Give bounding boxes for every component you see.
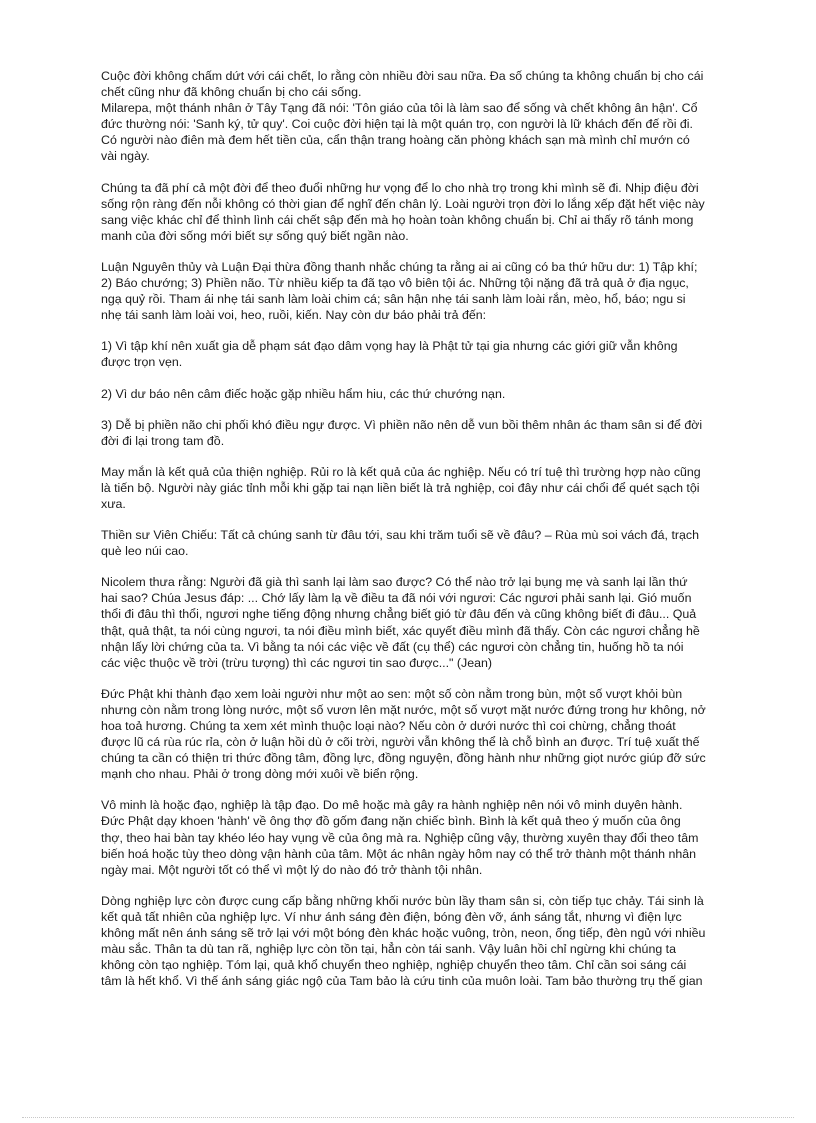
text-line: vài ngày. (101, 149, 150, 164)
text-line: 2) Vì dư báo nên câm điếc hoặc gặp nhiều hẩm hiu, các thứ chướng nạn. (101, 386, 506, 401)
paragraph (101, 464, 751, 512)
document-body (101, 68, 751, 1004)
paragraph (101, 574, 751, 671)
text-line: Cuộc đời không chấm dứt với cái chết, lo rằng còn nhiều đời sau nữa. Đa số chúng ta không chuẩn bị cho cái (101, 69, 704, 83)
paragraph (101, 68, 751, 165)
paragraph (101, 893, 751, 990)
text-line: được trọn vẹn. (101, 355, 183, 370)
text-line: đức thường nói: 'Sanh ký, tử quy'. Coi cuộc đời hiện tại là một quán trọ, con người là lữ khách đến đế rồi đi. (101, 117, 693, 132)
text-line: sống rộn ràng đến nỗi không có thời gian để nghĩ đến chân lý. Loài người trọn đời lo lắng xếp đặt hết việc này (101, 196, 705, 211)
text-line: Thiền sư Viên Chiếu: Tất cả chúng sanh từ đâu tới, sau khi trăm tuổi sẽ về đâu? – Rùa mù soi vách đá, trạch (101, 528, 699, 543)
page-bottom-rule (22, 1117, 794, 1118)
text-line: thật, quả thật, ta nói cùng ngươi, ta nói điều mình biết, xác quyết điều mình đã thấy. Còn các ngươi chẳng hề (101, 623, 700, 638)
paragraph (101, 527, 751, 559)
text-line: thổi đi đâu thì thổi, ngươi nghe tiếng động nhưng chẳng biết gió từ đâu đến và cũng không biết đi đâu... Quả (101, 607, 697, 622)
text-line: chết cũng như đã không chuẩn bị cho cái sống. (101, 85, 362, 100)
text-line: 2) Báo chướng; 3) Phiền não. Từ nhiều kiếp ta đã tạo vô biên tội ác. Những tội nặng đã trả quả ở địa ngục, (101, 276, 689, 291)
paragraph (101, 797, 751, 877)
text-line: nhẹ tái sanh làm loài voi, heo, ruồi, kiến. Nay còn dư báo phải trả đến: (101, 308, 487, 323)
paragraph (101, 259, 751, 323)
text-line: xưa. (101, 496, 126, 511)
text-line: biến hoá hoặc tùy theo dòng vận hành của tâm. Một ác nhân ngày hôm nay có thể trở thành một thánh nhân (101, 846, 697, 861)
text-line: Luận Nguyên thủy và Luận Đại thừa đồng thanh nhắc chúng ta rằng ai ai cũng có ba thứ hữu dư: 1) Tập khí; (101, 259, 698, 274)
text-line: màu sắc. Thân ta dù tan rã, nghiệp lực còn tồn tại, hẳn còn tái sanh. Vậy luân hồi chỉ ngừng khi chúng ta (101, 942, 676, 957)
text-line: sang việc khác chỉ để thình lình cái chết sập đến mà họ hoàn toàn không chuẩn bị. Chỉ ai thấy rõ tánh mong (101, 212, 694, 227)
text-line: thợ, theo hai bàn tay khéo léo hay vụng về của ông mà ra. Nghiệp cũng vậy, thường xuyên thay đổi theo tâm (101, 830, 699, 845)
text-line: tâm là hết khổ. Vì thế ánh sáng giác ngộ của Tam bảo là cứu tinh của muôn loài. Tam bảo thường trụ thế gian (101, 974, 703, 989)
text-line: Milarepa, một thánh nhân ở Tây Tạng đã nói: 'Tôn giáo của tôi là làm sao để sống và chết không ân hận'. Cổ (101, 101, 698, 116)
text-line: đời đi lại trong tam đồ. (101, 433, 225, 448)
text-line: Đức Phật dạy khoen 'hành' về ông thợ đồ gốm đang nặn chiếc bình. Bình là kết quả theo ý muốn của ông (101, 814, 681, 829)
text-line: Nicolem thưa rằng: Người đã già thì sanh lại làm sao được? Có thể nào trở lại bụng mẹ và sanh lại lần thứ (101, 575, 688, 590)
text-line: hoa toả hương. Chúng ta xem xét mình thuộc loại nào? Nếu còn ở dưới nước thì coi chừng, chẳng thoát (101, 719, 676, 733)
text-line: được lũ cá rùa rúc rỉa, còn ở luận hồi dù ở cõi trời, người vẫn không thể là chỗ bình an được. Trí tuệ xuất thế (101, 735, 700, 750)
text-line: kết quả tất nhiên của nghiệp lực. Ví như ánh sáng đèn điện, bóng đèn vỡ, ánh sáng tắt, nhưng vì điện lực (101, 909, 682, 924)
text-line: mạnh cho nhau. Phải ở trong dòng mới xuôi về biển rộng. (101, 767, 419, 782)
text-line: không còn tạo nghiệp. Tóm lại, quả khổ chuyển theo nghiệp, nghiệp chuyển theo tâm. Chỉ cần soi sáng cái (101, 958, 687, 973)
text-line: 1) Vì tập khí nên xuất gia dễ phạm sát đạo dâm vọng hay là Phật tử tại gia nhưng các giới giữ vẫn không (101, 339, 678, 354)
text-line: nhưng còn nằm trong lòng nước, một số vươn lên mặt nước, một số vượt mặt nước đứng trong hư không, nở (101, 702, 706, 717)
text-line: ngạ quỷ rồi. Tham ái nhẹ tái sanh làm loài chim cá; sân hận nhẹ tái sanh làm loài rắn, mèo, hổ, báo; ngu si (101, 292, 686, 307)
text-line: các việc thuộc về trời (trừu tượng) thì các ngươi tin sao được..." (Jean) (101, 655, 492, 670)
text-line: hai sao? Chúa Jesus đáp: ... Chớ lấy làm lạ về điều ta đã nói với ngươi: Các ngươi phải sanh lại. Gió muốn (101, 591, 692, 606)
text-line: què leo núi cao. (101, 544, 189, 559)
text-line: Có người nào điên mà đem hết tiền của, cẩn thận trang hoàng căn phòng khách sạn mà mình chỉ mướn có (101, 133, 690, 148)
text-line: Chúng ta đã phí cả một đời để theo đuổi những hư vọng để lo cho nhà trọ trong khi mình sẽ đi. Nhịp điệu đời (101, 180, 699, 195)
paragraph (101, 180, 751, 244)
text-line: May mắn là kết quả của thiện nghiệp. Rủi ro là kết quả của ác nghiệp. Nếu có trí tuệ thì trường hợp nào cũng (101, 464, 701, 479)
text-line: Vô minh là hoặc đạo, nghiệp là tập đạo. Do mê hoặc mà gây ra hành nghiệp nên nói vô minh duyên hành. (101, 798, 683, 813)
text-line: manh của đời sống mới biết sự sống quý biết ngần nào. (101, 228, 409, 243)
text-line: nhận lấy lời chứng của ta. Vì bằng ta nói các việc về đất (cụ thể) các ngươi còn chẳng tin, huống hồ ta nói (101, 639, 684, 654)
paragraph (101, 338, 751, 370)
text-line: chúng ta cần có thiện tri thức đồng tâm, đồng lực, đồng nguyện, đồng hành như những giọt nước giúp đỡ sức (101, 751, 706, 766)
paragraph (101, 686, 751, 783)
paragraph (101, 386, 751, 402)
paragraph (101, 417, 751, 449)
text-line: Đức Phật khi thành đạo xem loài người như một ao sen: một số còn nằm trong bùn, một số vượt khỏi bùn (101, 686, 683, 701)
text-line: Dòng nghiệp lực còn được cung cấp bằng những khối nước bùn lầy tham sân si, còn tiếp tục chảy. Tái sinh là (101, 893, 704, 908)
text-line: ngày mai. Một người tốt có thể vì một lý do nào đó trở thành tội nhân. (101, 862, 483, 877)
text-line: không mất nên ánh sáng sẽ trở lại với một bóng đèn khác hoặc vuông, tròn, neon, ống tiếp, đèn ngủ với nhiều (101, 926, 706, 941)
text-line: là tiến bộ. Người này giác tỉnh mỗi khi gặp tai nạn liền biết là trả nghiệp, coi đây như cái chổi để quét sạch tội (101, 480, 700, 495)
text-line: 3) Dễ bị phiền não chi phối khó điều ngự được. Vì phiền não nên dễ vun bồi thêm nhân ác tham sân si để đời (101, 417, 703, 432)
